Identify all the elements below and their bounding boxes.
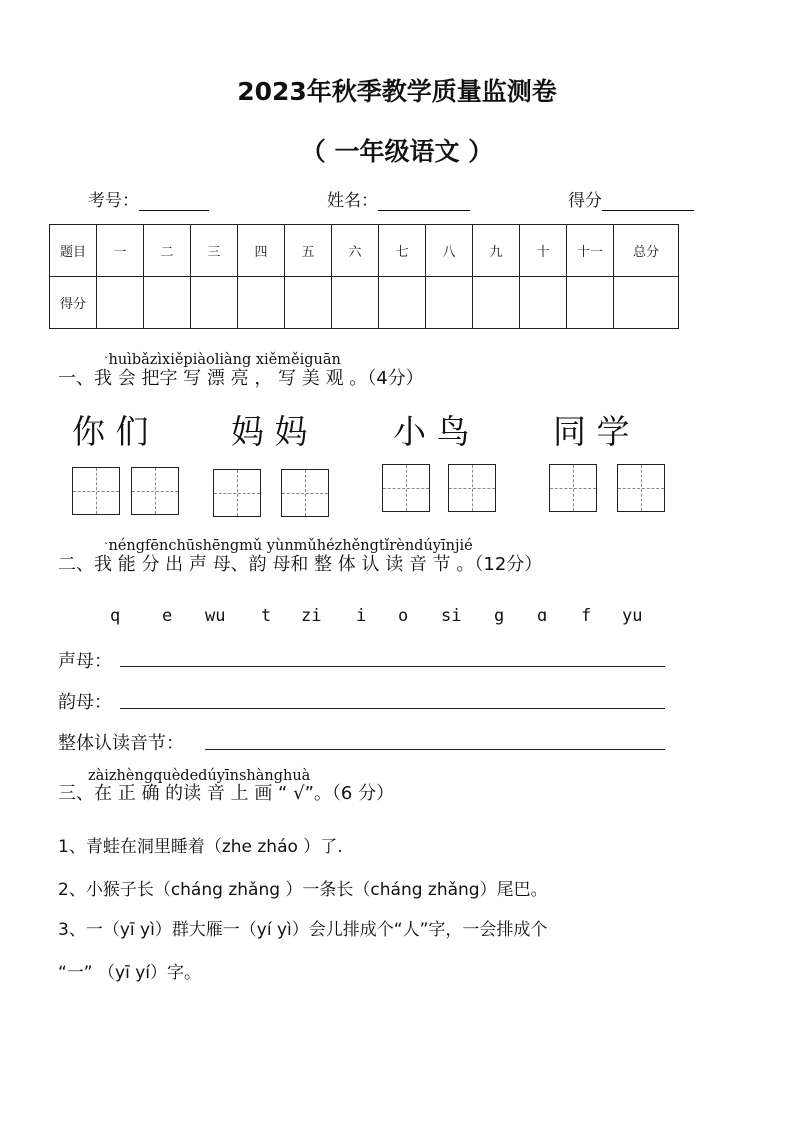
letter-item: q xyxy=(110,606,121,626)
score-cell[interactable] xyxy=(97,277,144,329)
writing-box[interactable] xyxy=(617,464,665,512)
section2-pinyin: ˇnéngfēnchūshēngmǔ yùnmǔhézhěngtǐrèndúyīnjié xyxy=(104,538,473,554)
score-table-col: 三 xyxy=(191,225,238,277)
section3-pinyin: zàizhèngquèdedúyīnshànghuà xyxy=(88,768,311,784)
letter-item: yu xyxy=(622,606,643,626)
writing-box[interactable] xyxy=(382,464,430,512)
zhengti-label: 整体认读音节： xyxy=(58,733,184,754)
exam-number-blank[interactable] xyxy=(139,190,209,211)
exam-number-label: 考号： xyxy=(88,191,139,211)
score-table xyxy=(49,224,679,329)
name-field[interactable] xyxy=(327,186,470,211)
section3-title: 三、在 正 确 的读 音 上 画 “ √”。（6 分） xyxy=(58,783,395,804)
score-table-row-label: 得分 xyxy=(50,277,97,329)
score-label: 得分 xyxy=(568,191,602,211)
letter-item: si xyxy=(441,606,462,626)
word-mama: 妈 妈 xyxy=(231,412,308,451)
score-cell[interactable] xyxy=(332,277,379,329)
writing-box[interactable] xyxy=(72,467,120,515)
section1-pinyin: ˇhuìbǎzìxiěpiàoliàng xiěměiguān xyxy=(104,352,341,368)
question-3: 3、一（yī yì）群大雁一（yí yì）会儿排成个“人”字，一会排成个 xyxy=(58,920,548,940)
writing-box[interactable] xyxy=(549,464,597,512)
score-field[interactable] xyxy=(568,186,694,211)
shengmu-answer-line[interactable] xyxy=(120,666,665,667)
score-table-header-row xyxy=(50,225,679,277)
score-table-col: 一 xyxy=(97,225,144,277)
score-cell[interactable] xyxy=(473,277,520,329)
yunmu-label: 韵母： xyxy=(58,692,112,713)
writing-box[interactable] xyxy=(131,467,179,515)
question-3-continued: “一” （yī yí）字。 xyxy=(58,963,201,983)
score-cell[interactable] xyxy=(379,277,426,329)
letter-item: wu xyxy=(205,606,226,626)
word-tongxue: 同 学 xyxy=(553,412,630,451)
shengmu-label: 声母： xyxy=(58,651,112,672)
score-cell[interactable] xyxy=(238,277,285,329)
score-cell[interactable] xyxy=(426,277,473,329)
score-table-col: 七 xyxy=(379,225,426,277)
score-blank[interactable] xyxy=(602,190,694,211)
zhengti-answer-line[interactable] xyxy=(205,749,665,750)
score-table-col: 四 xyxy=(238,225,285,277)
word-nimen: 你 们 xyxy=(72,412,149,451)
exam-subtitle: （ 一年级语文 ） xyxy=(300,137,494,166)
letter-item: g xyxy=(494,606,505,626)
score-table-total-col: 总分 xyxy=(614,225,679,277)
score-table-col: 五 xyxy=(285,225,332,277)
score-table-col: 二 xyxy=(144,225,191,277)
name-blank[interactable] xyxy=(378,190,470,211)
letter-item: i xyxy=(356,606,367,626)
word-xiaoniao: 小 鸟 xyxy=(393,412,470,451)
score-table-col: 九 xyxy=(473,225,520,277)
score-table-col: 十一 xyxy=(567,225,614,277)
score-cell[interactable] xyxy=(191,277,238,329)
name-label: 姓名： xyxy=(327,191,378,211)
exam-title: 2023年秋季教学质量监测卷 xyxy=(237,77,557,106)
question-1: 1、青蛙在洞里睡着（zhe zháo ）了. xyxy=(58,837,343,857)
section1-pinyin-text: huìbǎzìxiěpiàoliàng xiěměiguān xyxy=(108,352,341,368)
exam-number-field[interactable] xyxy=(88,186,209,211)
score-total-cell[interactable] xyxy=(614,277,679,329)
section2-pinyin-text: néngfēnchūshēngmǔ yùnmǔhézhěngtǐrèndúyīnjié xyxy=(108,538,473,554)
score-table-col: 六 xyxy=(332,225,379,277)
score-cell[interactable] xyxy=(567,277,614,329)
score-cell[interactable] xyxy=(144,277,191,329)
letter-item: t xyxy=(261,606,272,626)
letter-item: o xyxy=(398,606,409,626)
section2-title: 二、我 能 分 出 声 母、韵 母和 整 体 认 读 音 节 。（12分） xyxy=(58,554,543,575)
writing-box[interactable] xyxy=(213,469,261,517)
question-2: 2、小猴子长（cháng zhǎng ）一条长（cháng zhǎng）尾巴。 xyxy=(58,880,548,900)
writing-box[interactable] xyxy=(448,464,496,512)
writing-box[interactable] xyxy=(281,469,329,517)
score-table-col: 八 xyxy=(426,225,473,277)
yunmu-answer-line[interactable] xyxy=(120,708,665,709)
letter-item: zi xyxy=(301,606,322,626)
section1-title: 一、我 会 把字 写 漂 亮 ， 写 美 观 。（4分） xyxy=(58,368,424,389)
letter-item: e xyxy=(162,606,173,626)
letter-item: ɑ xyxy=(537,606,548,626)
score-table-col: 十 xyxy=(520,225,567,277)
score-table-row-label: 题目 xyxy=(50,225,97,277)
score-cell[interactable] xyxy=(285,277,332,329)
letter-item: f xyxy=(581,606,592,626)
score-cell[interactable] xyxy=(520,277,567,329)
score-table-score-row xyxy=(50,277,679,329)
